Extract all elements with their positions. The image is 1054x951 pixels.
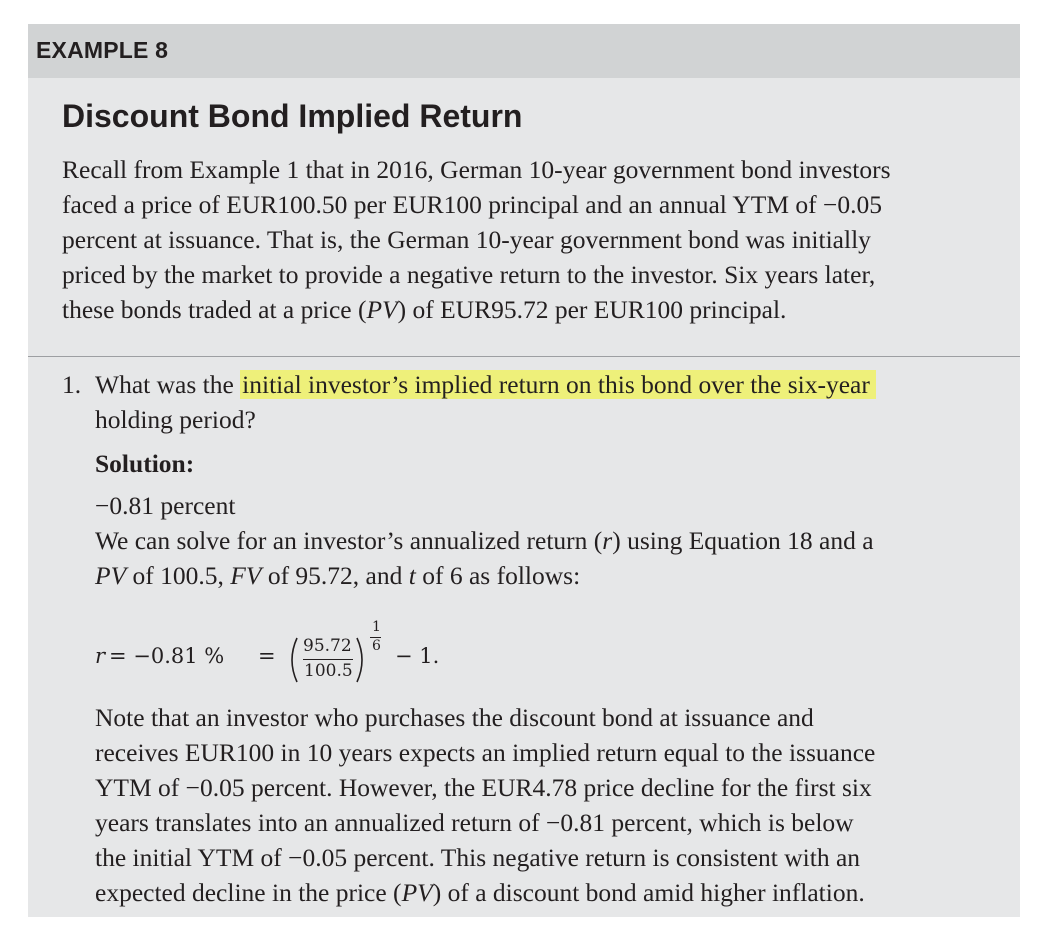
formula-lhs-var: r (95, 644, 106, 668)
question-line: What was the initial investor’s implied return on this bond over the six-year (95, 367, 995, 402)
solution-label: Solution: (95, 449, 195, 478)
example-label: EXAMPLE 8 (36, 37, 169, 63)
exponent-numerator: 1 (372, 619, 381, 635)
solution-explanation-line: PV of 100.5, FV of 95.72, and t of 6 as follows: (95, 561, 581, 590)
formula-lhs-value: = −0.81 % (109, 644, 225, 668)
exponent-denominator: 6 (372, 638, 381, 654)
intro-line: these bonds traded at a price (PV) of EUR95.72 per EUR100 principal. (62, 295, 787, 324)
solution-text (95, 488, 995, 593)
fraction-bar (303, 659, 353, 660)
formula-tail: − 1. (395, 644, 440, 668)
question-number: 1. (62, 370, 82, 399)
solution-answer: −0.81 percent (95, 491, 236, 520)
intro-paragraph (62, 152, 997, 327)
note-line: receives EUR100 in 10 years expects an implied return equal to the issuance (95, 738, 876, 767)
highlighted-text[interactable]: initial investor’s implied return on this bond over the six-year (240, 370, 876, 399)
return-formula (95, 619, 515, 692)
note-line: YTM of −0.05 percent. However, the EUR4.78 price decline for the first six (95, 773, 872, 802)
question-line: holding period? (95, 405, 256, 434)
note-line: expected decline in the price (PV) of a discount bond amid higher inflation. (95, 878, 865, 907)
example-title: Discount Bond Implied Return (62, 98, 523, 134)
intro-line: percent at issuance. That is, the German 10-year government bond was initially (62, 225, 871, 254)
formula-denominator: 100.5 (304, 661, 353, 681)
note-line: Note that an investor who purchases the discount bond at issuance and (95, 703, 814, 732)
formula-numerator: 95.72 (303, 636, 352, 656)
note-line: years translates into an annualized return of −0.81 percent, which is below (95, 808, 854, 837)
note-line: the initial YTM of −0.05 percent. This negative return is consistent with an (95, 843, 861, 872)
example-panel (28, 24, 1020, 917)
right-paren-icon (353, 636, 369, 684)
intro-line: Recall from Example 1 that in 2016, German 10-year government bond investors (62, 155, 891, 184)
intro-line: faced a price of EUR100.50 per EUR100 principal and an annual YTM of −0.05 (62, 190, 882, 219)
example-header-bar (28, 24, 1020, 78)
formula-equals: = (258, 644, 276, 668)
solution-explanation-line: We can solve for an investor’s annualized return (r) using Equation 18 and a (95, 526, 874, 555)
left-paren-icon (285, 636, 301, 684)
note-paragraph (95, 700, 1015, 910)
section-divider (28, 356, 1020, 357)
intro-line: priced by the market to provide a negative return to the investor. Six years later, (62, 260, 876, 289)
question-text (95, 367, 995, 437)
